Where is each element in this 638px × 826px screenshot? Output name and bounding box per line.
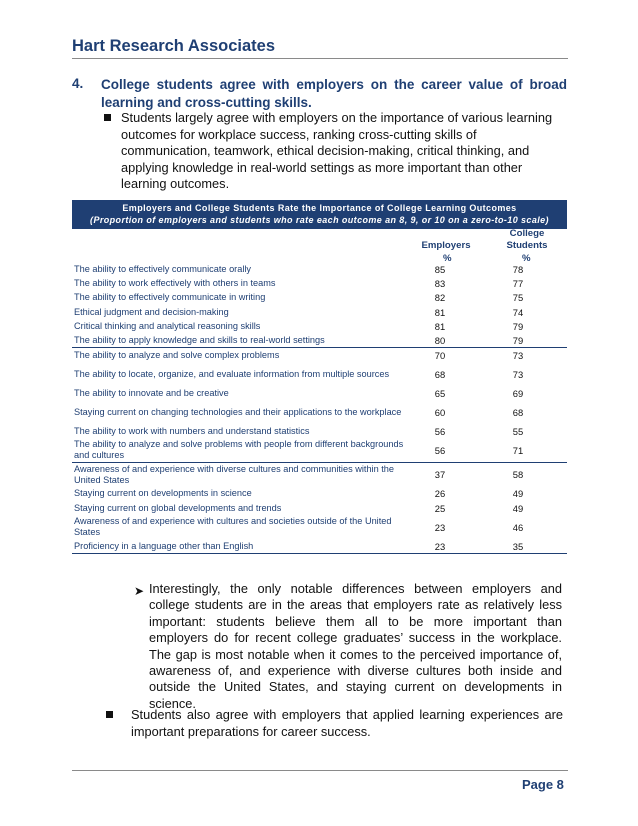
employers-value: 85 (434, 263, 446, 275)
col-unit-students: % (522, 253, 531, 264)
students-value: 49 (512, 488, 524, 500)
outcomes-table (72, 262, 567, 554)
students-value: 46 (512, 521, 524, 533)
row-label: The ability to innovate and be creative (74, 387, 229, 398)
students-value: 55 (512, 426, 524, 438)
table-row (72, 487, 567, 501)
row-label: Awareness of and experience with diverse cultures and communities within the United States (72, 463, 411, 487)
table-row (72, 305, 567, 319)
table-title-bar (72, 200, 567, 229)
table-row (72, 319, 567, 333)
arrow-bullet-icon: ➤ (134, 584, 145, 598)
bullet-paragraph-1: Students largely agree with employers on the importance of various learning outcomes for workplace success, ranking cross-cutting skills of communication, teamwork, ethical decision-making, critical thinking, and applying knowledge in real-world settings as more important than other learning outcomes. (121, 110, 553, 192)
row-label: The ability to work effectively with others in teams (74, 277, 276, 288)
square-bullet-icon (106, 711, 113, 718)
row-label: Staying current on global developments and trends (74, 502, 282, 513)
table-row (72, 400, 567, 424)
table-row (72, 333, 567, 347)
students-value: 68 (512, 406, 524, 418)
table-row (72, 386, 567, 400)
employers-value: 80 (434, 334, 446, 346)
table-row (72, 463, 567, 487)
students-value: 77 (512, 277, 524, 289)
row-label: Proficiency in a language other than English (72, 539, 411, 553)
employers-value: 81 (434, 306, 446, 318)
employers-value: 25 (434, 502, 446, 514)
students-value: 75 (512, 292, 524, 304)
row-label: Staying current on changing technologies and their applications to the workplace (74, 406, 402, 417)
employers-value: 70 (411, 348, 469, 362)
table-row (72, 348, 567, 362)
row-label: Awareness of and experience with cultures and societies outside of the United States (74, 516, 392, 538)
students-value: 78 (512, 263, 524, 275)
row-label: The ability to effectively communicate in writing (74, 292, 266, 303)
employers-value: 81 (434, 320, 446, 332)
employers-value: 23 (434, 521, 446, 533)
employers-value: 56 (434, 444, 446, 456)
row-label: The ability to analyze and solve problems with people from different backgrounds and cultures (74, 439, 404, 461)
table-row (72, 262, 567, 276)
employers-value: 56 (434, 426, 446, 438)
students-value: 73 (469, 348, 567, 362)
students-value: 73 (512, 368, 524, 380)
table-row (72, 424, 567, 438)
table-row (72, 276, 567, 290)
section-heading: College students agree with employers on the career value of broad learning and cross-cutting skills. (101, 77, 567, 110)
employers-value: 65 (434, 387, 446, 399)
col-header-employers: Employers (421, 240, 471, 251)
table-row (72, 439, 567, 463)
table-subtitle: (Proportion of employers and students who rate each outcome an 8, 9, or 10 on a zero-to-10 scale) (90, 215, 549, 225)
table-row (72, 362, 567, 386)
col-unit-employers: % (443, 253, 452, 264)
students-value: 74 (512, 306, 524, 318)
students-value: 71 (512, 444, 524, 456)
employers-value: 37 (411, 463, 469, 487)
row-label: The ability to work with numbers and understand statistics (74, 426, 310, 437)
page-number: Page 8 (522, 777, 564, 792)
employers-value: 23 (411, 539, 469, 553)
table-row (72, 515, 567, 539)
table-row (72, 539, 567, 553)
students-value: 58 (469, 463, 567, 487)
header-divider (72, 58, 568, 59)
employers-value: 83 (434, 277, 446, 289)
col-header-students-line1: College (509, 228, 545, 239)
employers-value: 60 (434, 406, 446, 418)
table-row (72, 291, 567, 305)
employers-value: 82 (434, 292, 446, 304)
students-value: 79 (512, 334, 524, 346)
students-value: 35 (469, 539, 567, 553)
table-title: Employers and College Students Rate the Importance of College Learning Outcomes (122, 203, 517, 213)
students-value: 79 (512, 320, 524, 332)
section-number: 4. (72, 76, 84, 91)
row-label: The ability to analyze and solve complex problems (72, 348, 411, 362)
row-label: The ability to locate, organize, and evaluate information from multiple sources (74, 368, 390, 379)
employers-value: 68 (434, 368, 446, 380)
findings-paragraph: Interestingly, the only notable differences between employers and college students are in the areas that employers rate as relatively less important: students believe them all to be more important than employers do for recent college graduates’ success in the workplace. The gap is most notable when it comes to the perceived importance of, awareness of, and experience with diverse cultures both inside and outside the United States, and staying current on developments in science. (149, 581, 562, 711)
table-row (72, 501, 567, 515)
row-label: The ability to apply knowledge and skills to real-world settings (74, 334, 325, 345)
row-label: Critical thinking and analytical reasoning skills (74, 320, 261, 331)
report-header: Hart Research Associates (72, 37, 275, 55)
employers-value: 26 (434, 488, 446, 500)
row-label: Ethical judgment and decision-making (74, 306, 229, 317)
students-value: 69 (512, 387, 524, 399)
row-label: Staying current on developments in science (74, 488, 252, 499)
students-value: 49 (512, 502, 524, 514)
row-label: The ability to effectively communicate orally (74, 263, 252, 274)
footer-divider (72, 770, 568, 771)
bullet-paragraph-2: Students also agree with employers that applied learning experiences are important preparations for career success. (131, 707, 563, 739)
col-header-students-line2: Students (506, 240, 548, 251)
square-bullet-icon (104, 114, 111, 121)
